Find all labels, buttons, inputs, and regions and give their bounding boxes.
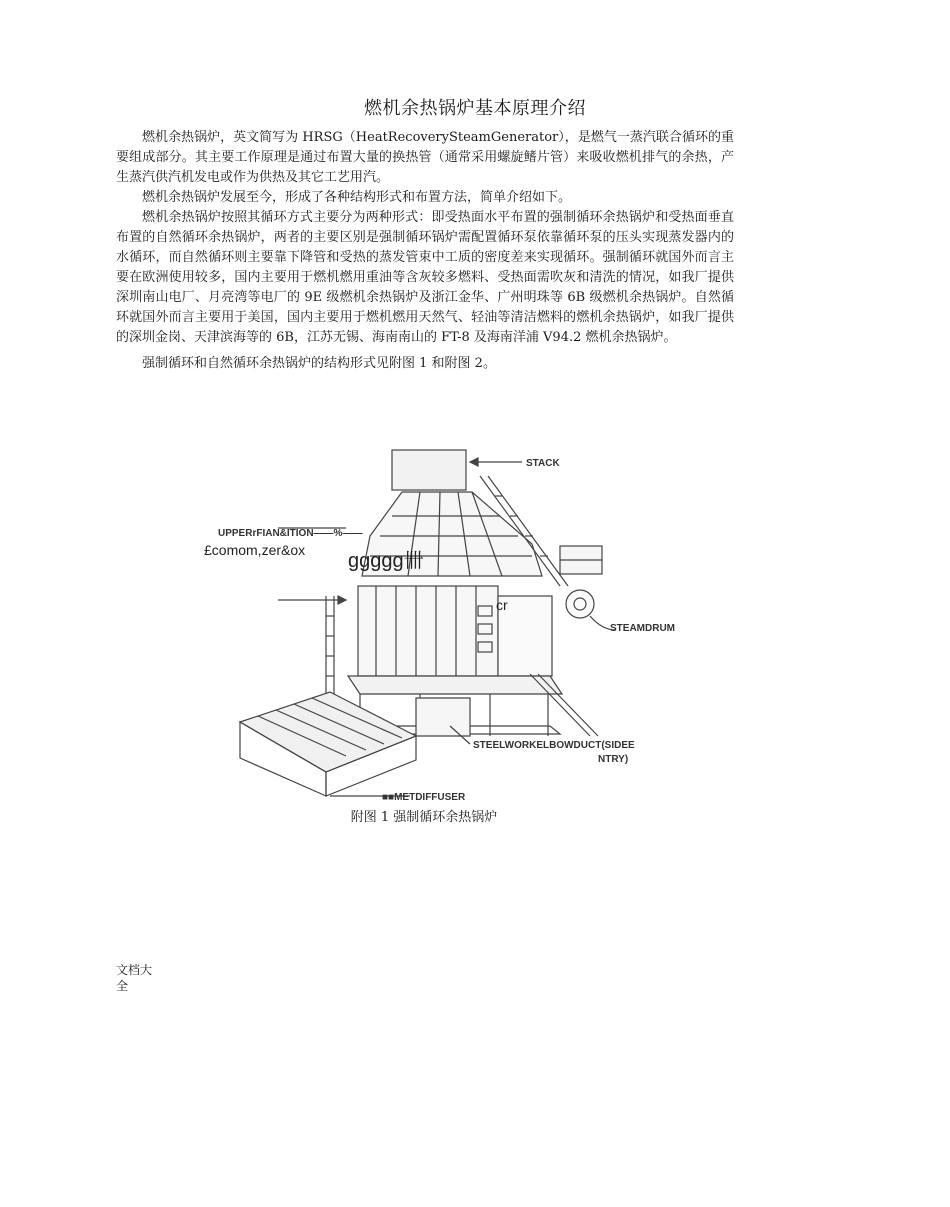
body-text: [116, 128, 734, 374]
figure-caption: 附图 1 强制循环余热锅炉: [350, 810, 498, 825]
label-steel-duct-1: STEELWORKELBOWDUCT(SIDEE: [473, 740, 635, 751]
label-steam-drum: STEAMDRUM: [610, 623, 675, 634]
label-diffuser: ■■METDIFFUSER: [382, 792, 466, 803]
paragraph-development: 燃机余热锅炉发展至今，形成了各种结构形式和布置方法，简单介绍如下。: [142, 190, 572, 205]
label-upper-transition: UPPERrFIAN&ITION——%——: [218, 528, 363, 539]
boiler-casing: [358, 586, 498, 676]
paragraph-circulation: 燃机余热锅炉按照其循环方式主要分为两种形式：即受热面水平布置的强制循环余热锅炉和受热面垂直布置的自然循环余热锅炉，两者的主要区别是强制循环锅炉需配置循环泵依靠循环泵的压头实现蒸发器内的水循环，而自然循环则主要靠下降管和受热的蒸发管束中工质的密度差来实现循环。强制循环就国外而言主要在欧洲使用较多，国内主要用于燃机燃用重油等含灰较多燃料、受热面需吹灰和清洗的情况，如我厂提供深圳南山电厂、月亮湾等电厂的 9E 级燃机余热锅炉及浙江金华、广州明珠等 6B 级燃机余热锅炉。自然循环就国外而言主要用于美国，国内主要用于燃机燃用天然气、轻油等清洁燃料的燃机余热锅炉，如我厂提供的深圳金岗、天津滨海等的 6B，江苏无锡、海南南山的 FT-8 及海南洋浦 V94.2 燃机余热锅炉。: [116, 210, 734, 345]
boiler-drawing: [170, 436, 710, 806]
page-title: 燃机余热锅炉基本原理介绍: [364, 98, 586, 119]
label-steel-duct-2: NTRY): [598, 754, 629, 765]
label-cr: cr: [496, 597, 508, 613]
footer-note: 文档大全: [116, 963, 153, 993]
steam-drum-shape: [566, 590, 594, 618]
paragraph-intro: 燃机余热锅炉，英文简写为 HRSG（HeatRecoverySteamGenerator），是燃气一蒸汽联合循环的重要组成部分。其主要工作原理是通过布置大量的换热管（通常采用螺旋鳍片管）来吸收燃机排气的余热，产生蒸汽供汽机发电或作为供热及其它工艺用汽。: [116, 130, 734, 185]
label-stack: STACK: [526, 458, 560, 469]
label-scribble: ggggg卌: [348, 550, 424, 572]
label-economizer: £comom,zer&ox: [204, 542, 306, 558]
paragraph-figure-ref: 强制循环和自然循环余热锅炉的结构形式见附图 1 和附图 2。: [142, 356, 496, 371]
stack-box: [392, 450, 466, 490]
figure-hrsg-diagram: [170, 436, 710, 806]
